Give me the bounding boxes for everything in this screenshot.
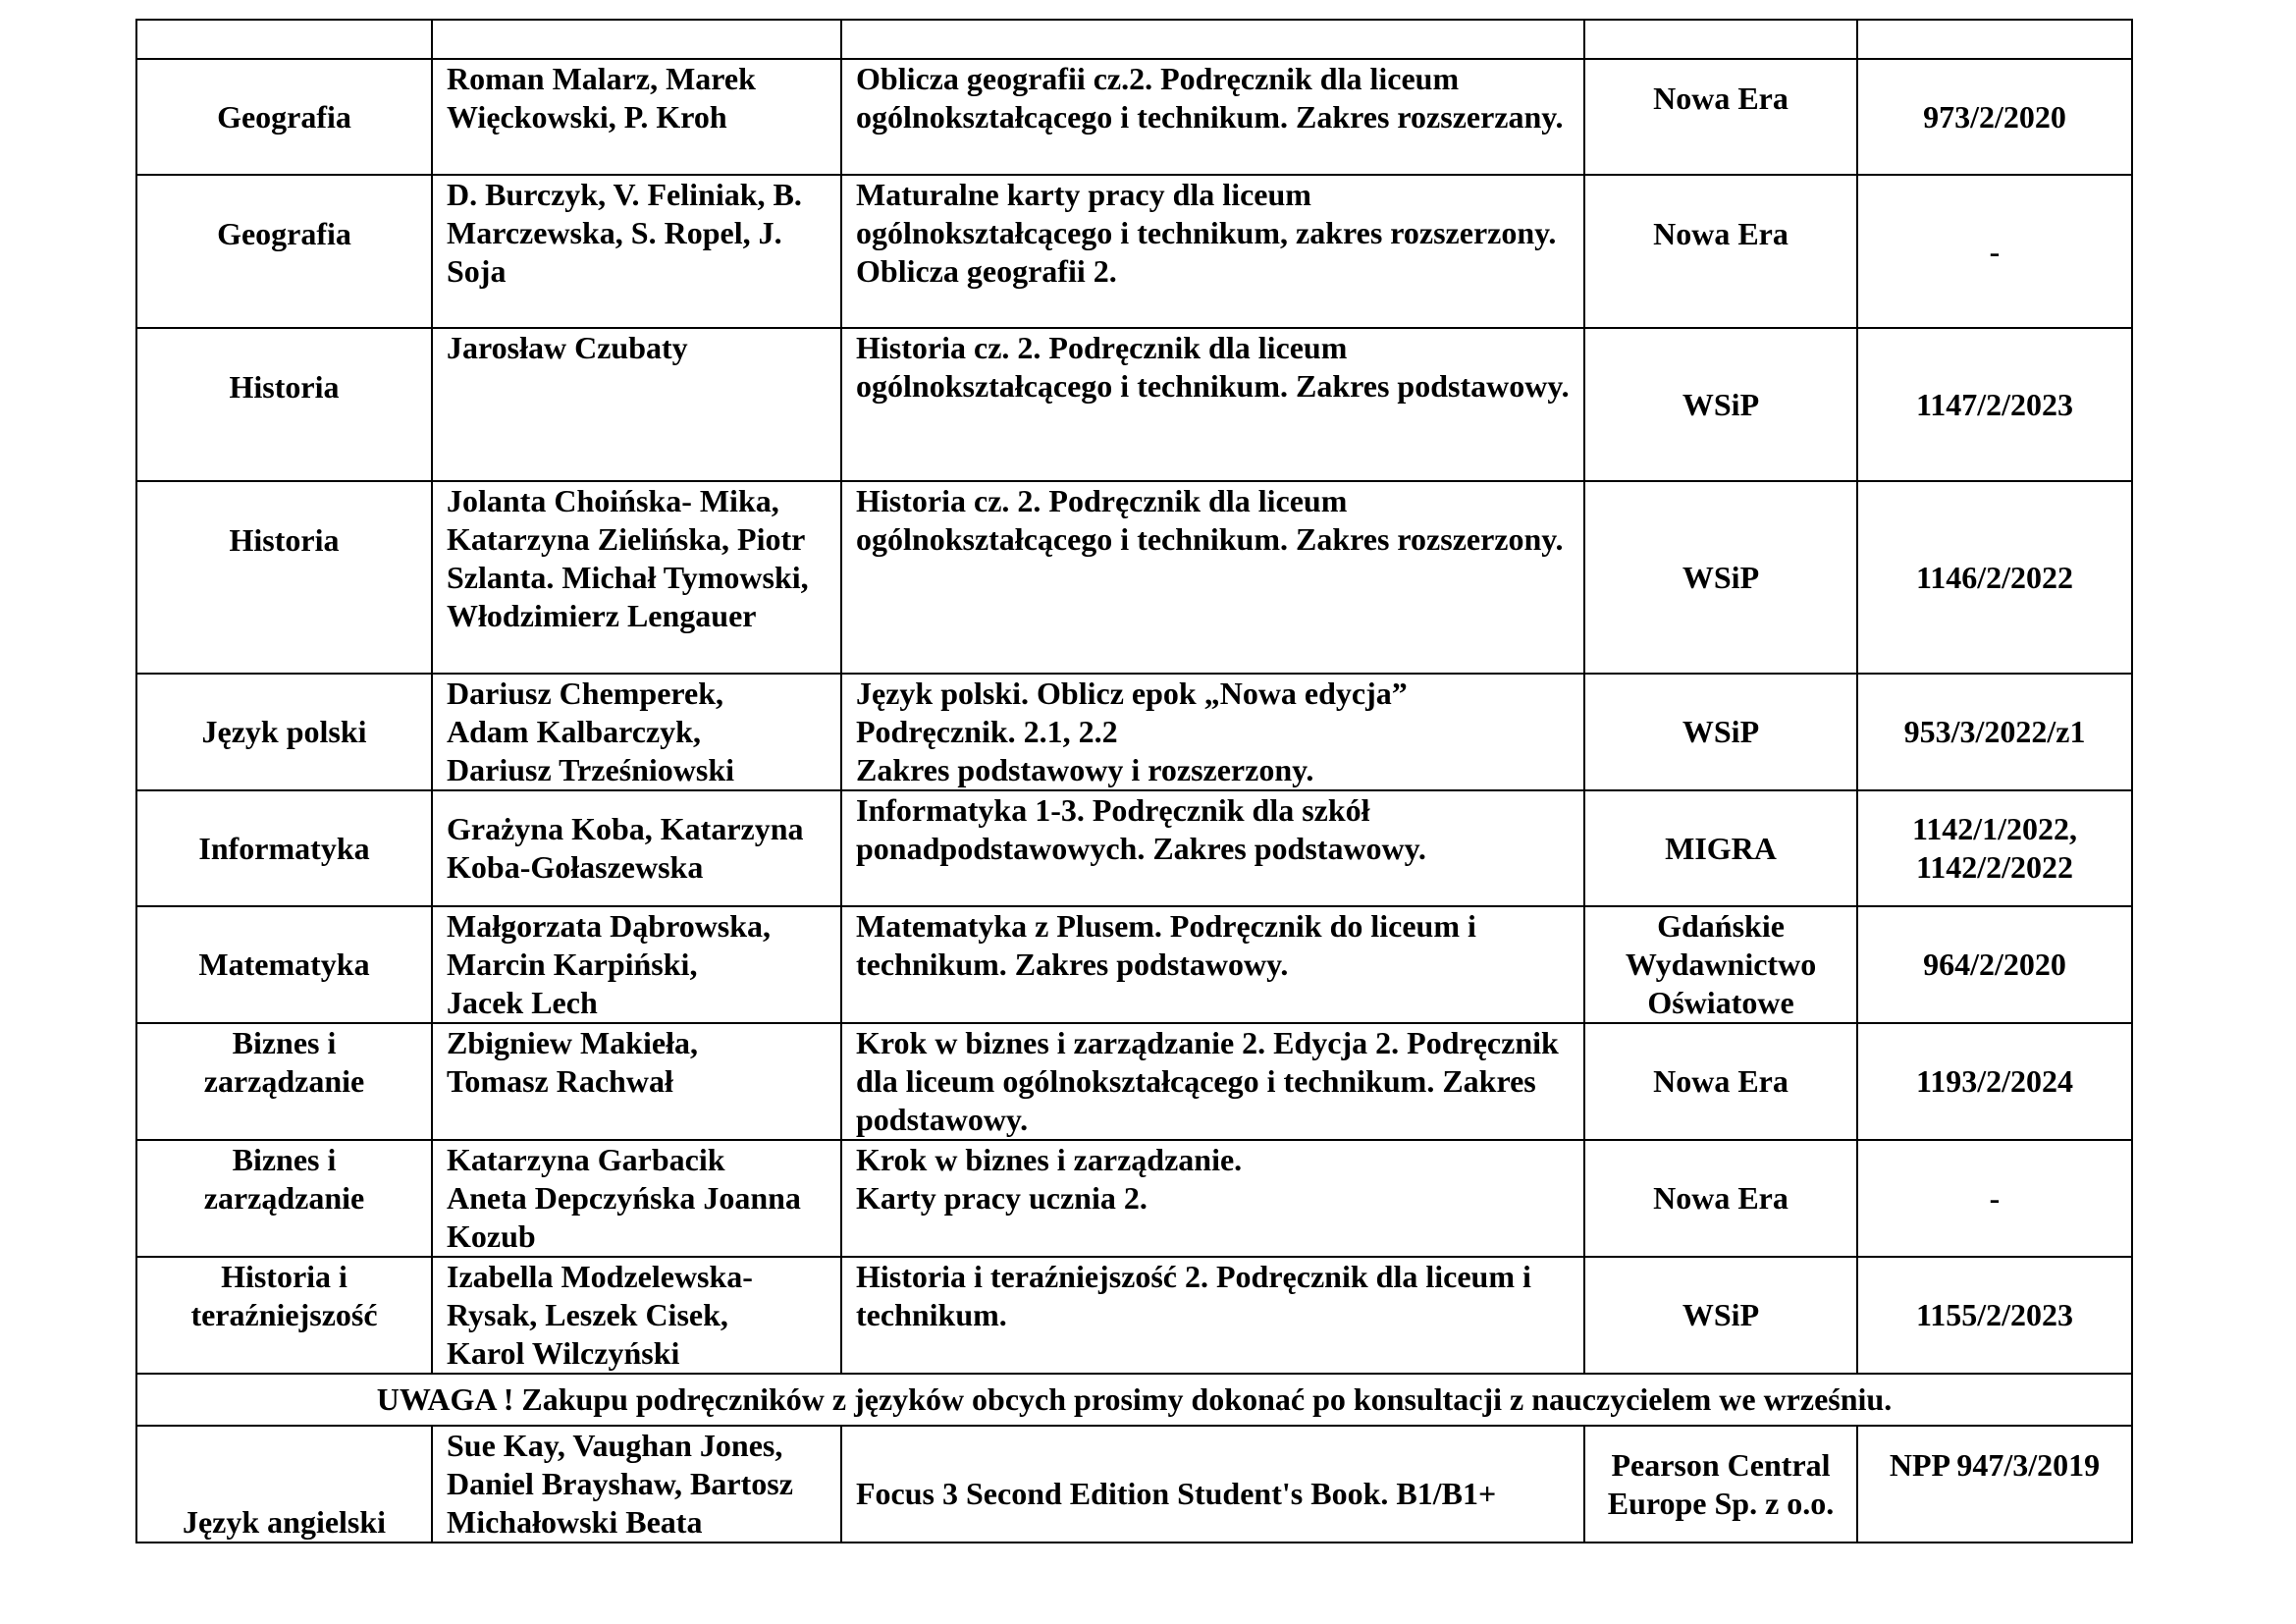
table-row [136, 674, 2132, 790]
textbook-list-table [135, 19, 2133, 1543]
approval-number-cell: 1155/2/2023 [1857, 1257, 2132, 1374]
title-cell: Historia cz. 2. Podręcznik dla liceum ogólnokształcącego i technikum. Zakres podstawowy. [841, 328, 1584, 481]
approval-number-cell: 1142/1/2022, 1142/2/2022 [1857, 790, 2132, 906]
table-row [136, 328, 2132, 481]
subject-cell: Język angielski [136, 1426, 432, 1543]
publisher-cell: WSiP [1584, 674, 1857, 790]
publisher-cell: Nowa Era [1584, 175, 1857, 328]
subject-cell: Matematyka [136, 906, 432, 1023]
empty-cell [841, 20, 1584, 59]
authors-cell: D. Burczyk, V. Feliniak, B. Marczewska, S. Ropel, J. Soja [432, 175, 841, 328]
table-row [136, 175, 2132, 328]
title-cell: Język polski. Oblicz epok „Nowa edycja” Podręcznik. 2.1, 2.2 Zakres podstawowy i rozszerzony. [841, 674, 1584, 790]
publisher-cell: Nowa Era [1584, 1140, 1857, 1257]
table-row [136, 790, 2132, 906]
table-row [136, 1140, 2132, 1257]
authors-cell: Zbigniew Makieła, Tomasz Rachwał [432, 1023, 841, 1140]
title-cell: Oblicza geografii cz.2. Podręcznik dla liceum ogólnokształcącego i technikum. Zakres rozszerzany. [841, 59, 1584, 175]
title-cell: Informatyka 1-3. Podręcznik dla szkół ponadpodstawowych. Zakres podstawowy. [841, 790, 1584, 906]
publisher-cell: Gdańskie Wydawnictwo Oświatowe [1584, 906, 1857, 1023]
approval-number-cell: - [1857, 1140, 2132, 1257]
title-cell: Krok w biznes i zarządzanie 2. Edycja 2. Podręcznik dla liceum ogólnokształcącego i technikum. Zakres podstawowy. [841, 1023, 1584, 1140]
authors-cell: Katarzyna Garbacik Aneta Depczyńska Joanna Kozub [432, 1140, 841, 1257]
approval-number-cell: 1147/2/2023 [1857, 328, 2132, 481]
authors-cell: Dariusz Chemperek, Adam Kalbarczyk, Dariusz Trześniowski [432, 674, 841, 790]
approval-number-cell: NPP 947/3/2019 [1857, 1426, 2132, 1543]
subject-cell: Geografia [136, 59, 432, 175]
table-row [136, 1257, 2132, 1374]
publisher-cell: MIGRA [1584, 790, 1857, 906]
table-row [136, 1023, 2132, 1140]
subject-cell: Informatyka [136, 790, 432, 906]
publisher-cell: Nowa Era [1584, 59, 1857, 175]
approval-number-cell: 973/2/2020 [1857, 59, 2132, 175]
table-row [136, 481, 2132, 674]
subject-cell: Język polski [136, 674, 432, 790]
authors-cell: Grażyna Koba, Katarzyna Koba-Gołaszewska [432, 790, 841, 906]
title-cell: Krok w biznes i zarządzanie. Karty pracy ucznia 2. [841, 1140, 1584, 1257]
notice-row [136, 1374, 2132, 1426]
title-cell: Historia i teraźniejszość 2. Podręcznik dla liceum i technikum. [841, 1257, 1584, 1374]
publisher-cell: Nowa Era [1584, 1023, 1857, 1140]
publisher-cell: WSiP [1584, 1257, 1857, 1374]
approval-number-cell: 1146/2/2022 [1857, 481, 2132, 674]
title-cell: Maturalne karty pracy dla liceum ogólnokształcącego i technikum, zakres rozszerzony. Oblicza geografii 2. [841, 175, 1584, 328]
table-row [136, 1426, 2132, 1543]
authors-cell: Małgorzata Dąbrowska, Marcin Karpiński, Jacek Lech [432, 906, 841, 1023]
table-row [136, 59, 2132, 175]
authors-cell: Jolanta Choińska- Mika, Katarzyna Zielińska, Piotr Szlanta. Michał Tymowski, Włodzimierz Lengauer [432, 481, 841, 674]
subject-cell: Biznes i zarządzanie [136, 1023, 432, 1140]
authors-cell: Sue Kay, Vaughan Jones, Daniel Brayshaw, Bartosz Michałowski Beata [432, 1426, 841, 1543]
authors-cell: Izabella Modzelewska-Rysak, Leszek Cisek, Karol Wilczyński [432, 1257, 841, 1374]
approval-number-cell: 953/3/2022/z1 [1857, 674, 2132, 790]
approval-number-cell: 964/2/2020 [1857, 906, 2132, 1023]
authors-cell: Jarosław Czubaty [432, 328, 841, 481]
authors-cell: Roman Malarz, Marek Więckowski, P. Kroh [432, 59, 841, 175]
title-cell: Matematyka z Plusem. Podręcznik do liceum i technikum. Zakres podstawowy. [841, 906, 1584, 1023]
subject-cell: Historia [136, 328, 432, 481]
publisher-cell: WSiP [1584, 481, 1857, 674]
foreign-language-notice: UWAGA ! Zakupu podręczników z języków obcych prosimy dokonać po konsultacji z nauczycielem we wrześniu. [136, 1374, 2132, 1426]
subject-cell: Historia i teraźniejszość [136, 1257, 432, 1374]
title-cell: Historia cz. 2. Podręcznik dla liceum ogólnokształcącego i technikum. Zakres rozszerzony. [841, 481, 1584, 674]
subject-cell: Biznes i zarządzanie [136, 1140, 432, 1257]
publisher-cell: WSiP [1584, 328, 1857, 481]
subject-cell: Historia [136, 481, 432, 674]
title-cell: Focus 3 Second Edition Student's Book. B1/B1+ [841, 1426, 1584, 1543]
approval-number-cell: - [1857, 175, 2132, 328]
empty-cell [1857, 20, 2132, 59]
publisher-cell: Pearson Central Europe Sp. z o.o. [1584, 1426, 1857, 1543]
subject-cell: Geografia [136, 175, 432, 328]
approval-number-cell: 1193/2/2024 [1857, 1023, 2132, 1140]
table-row [136, 906, 2132, 1023]
empty-cell [136, 20, 432, 59]
empty-cell [432, 20, 841, 59]
table-row-empty [136, 20, 2132, 59]
empty-cell [1584, 20, 1857, 59]
